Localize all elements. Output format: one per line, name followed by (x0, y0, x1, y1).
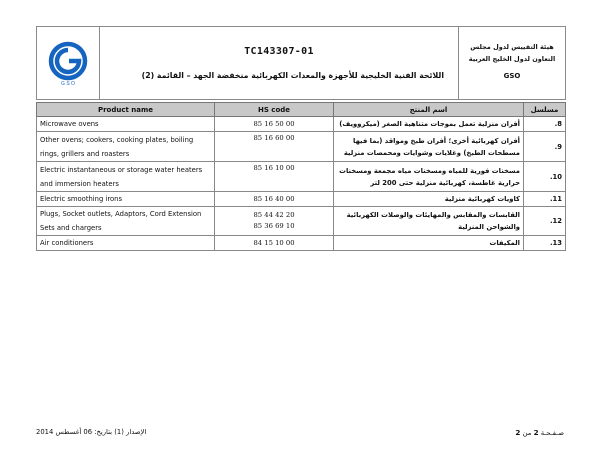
hs-code-cell: 85 44 42 20 85 36 69 10 (215, 207, 334, 236)
table-row (37, 162, 566, 192)
product-name-cell: Other ovens; cookers, cooking plates, boiling rings, grillers and roasters (37, 132, 215, 162)
document-code: TC143307-01 (244, 46, 314, 57)
table-row (37, 207, 566, 236)
org-name-line2: التعاون لدول الخليج العربية (468, 55, 556, 63)
product-name-ar-cell: أفران كهربائية أخرى؛ أفران طبخ ومواقد (بما فيها مسطحات الطبخ) وغلايات وشوايات ومحمصات منزلية (334, 132, 524, 162)
serial-cell: 8. (524, 117, 566, 132)
product-name-cell: Electric smoothing irons (37, 192, 215, 207)
table-row (37, 192, 566, 207)
col-header-hs-code: HS code (215, 103, 334, 117)
issue-date: الإصدار (1) بتاريخ: 06 أغسطس 2014 (36, 428, 147, 436)
product-name-ar-cell: القابسات والمقابس والمهايئات والوصلات الكهربائية والشواحن المنزلية (334, 207, 524, 236)
hs-code-cell: 85 16 60 00 (215, 132, 334, 162)
hs-code-cell: 84 15 10 00 (215, 236, 334, 251)
serial-cell: 11. (524, 192, 566, 207)
product-name-ar-cell: أفران منزلية تعمل بموجات متناهية الصغر (ميكروويف) (334, 117, 524, 132)
serial-cell: 13. (524, 236, 566, 251)
gso-logo (37, 27, 100, 99)
table-row (37, 132, 566, 162)
table-row (37, 236, 566, 251)
document-header (36, 26, 566, 100)
product-name-cell: Microwave ovens (37, 117, 215, 132)
col-header-product-name: Product name (37, 103, 215, 117)
hs-code-cell: 85 16 10 00 (215, 162, 334, 192)
col-header-serial: مسلسل (524, 103, 566, 117)
product-name-ar-cell: المكيفات (334, 236, 524, 251)
col-header-product-name-ar: اسم المنتج (334, 103, 524, 117)
document-title-arabic: اللائحة الفنية الخليجية للأجهزة والمعدات الكهربائية منخفضة الجهد – القائمة (2) (141, 71, 444, 80)
product-name-ar-cell: كاويات كهربائية منزلية (334, 192, 524, 207)
product-name-cell: Electric instantaneous or storage water heaters and immersion heaters (37, 162, 215, 192)
product-name-ar-cell: مسخنات فورية للمياه ومسخنات مياه مجمعة ومسخنات حرارية غاطسة، كهربائية منزلية حتى 200 لتر (334, 162, 524, 192)
serial-cell: 9. (524, 132, 566, 162)
organization-block (459, 27, 565, 99)
serial-cell: 10. (524, 162, 566, 192)
org-name-line1: هيئة التقييس لدول مجلس (470, 43, 554, 51)
table-header-row (37, 103, 566, 117)
product-table (36, 102, 566, 251)
svg-text:G S O: G S O (61, 81, 75, 87)
header-title-block (100, 27, 459, 99)
product-name-cell: Air conditioners (37, 236, 215, 251)
org-abbreviation: GSO (503, 72, 521, 80)
hs-code-cell: 85 16 50 00 (215, 117, 334, 132)
product-name-cell: Plugs, Socket outlets, Adaptors, Cord Extension Sets and chargers (37, 207, 215, 236)
page-number: صـفـحـة 2 من 2 (515, 428, 564, 437)
hs-code-cell: 85 16 40 00 (215, 192, 334, 207)
table-row (37, 117, 566, 132)
serial-cell: 12. (524, 207, 566, 236)
gso-logo-icon (44, 39, 92, 87)
